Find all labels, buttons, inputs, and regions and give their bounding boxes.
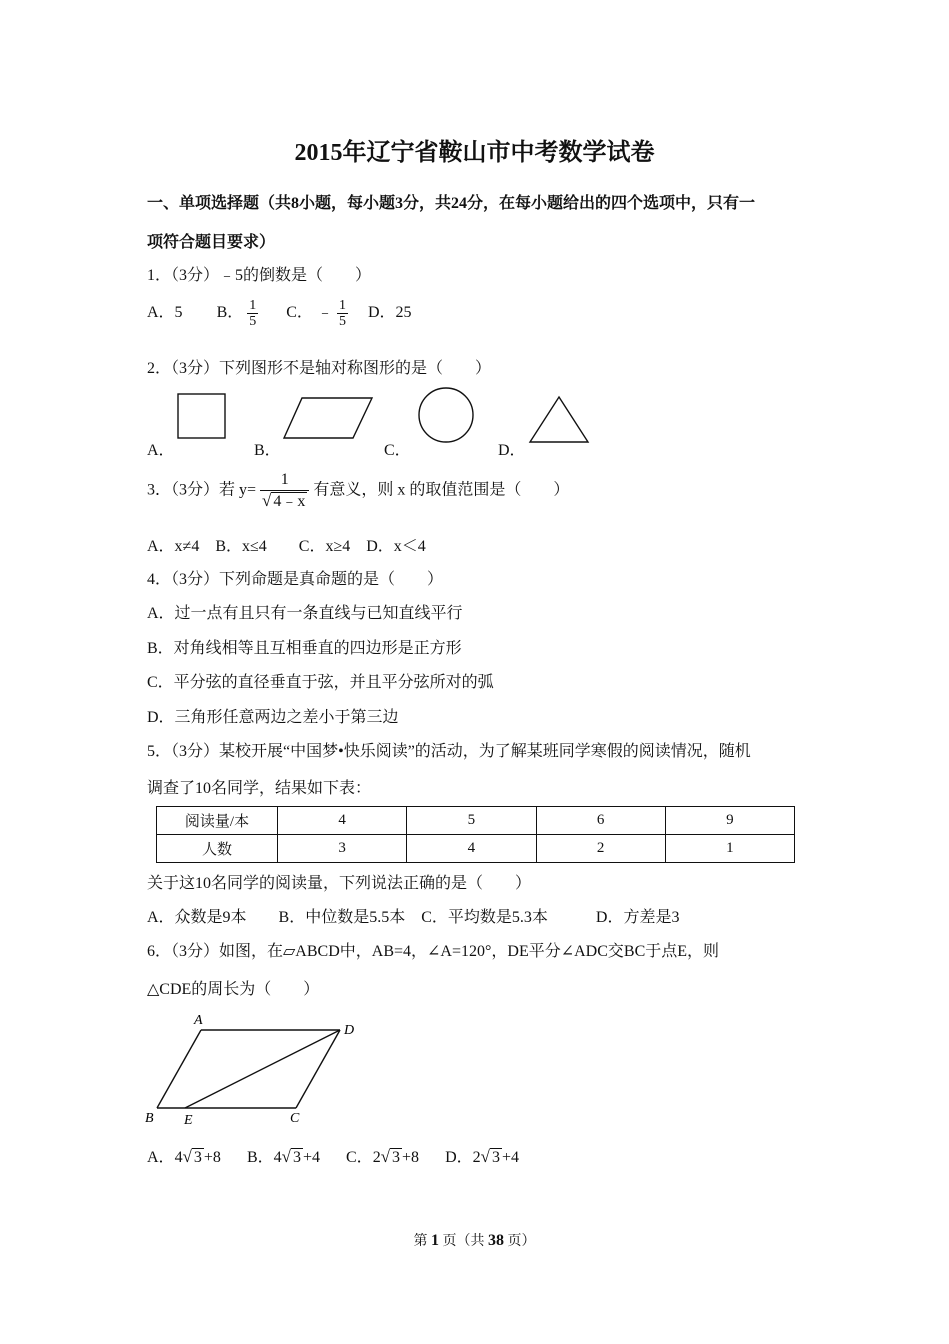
table-cell: 9 — [665, 807, 794, 835]
table-row — [157, 807, 795, 835]
q5-stem-line1: 5．（3分）某校开展“中国梦•快乐阅读”的活动，为了解某班同学寒假的阅读情况，随机 — [147, 743, 751, 760]
parallelogram-figure — [282, 396, 374, 440]
table-cell: 阅读量/本 — [157, 807, 278, 835]
q6-option-b: B．4√ 3 +4 — [246, 1147, 320, 1166]
table-row — [157, 835, 795, 863]
q2-option-d: D． — [498, 442, 526, 459]
q4-option-c: C．平分弦的直径垂直于弦，并且平分弦所对的弧 — [147, 674, 494, 691]
table-cell: 1 — [665, 835, 794, 863]
table-cell: 2 — [536, 835, 665, 863]
q4-option-a: A．过一点有且只有一条直线与已知直线平行 — [147, 605, 463, 622]
label-e: E — [184, 1113, 193, 1128]
page-number: 1 — [431, 1232, 439, 1249]
table-cell: 3 — [278, 835, 407, 863]
table-cell: 4 — [407, 835, 536, 863]
q1-options — [147, 298, 412, 329]
table-cell: 人数 — [157, 835, 278, 863]
label-b: B — [145, 1111, 154, 1126]
q1-option-b-label: B． — [216, 304, 244, 322]
q2-stem: 2．（3分）下列图形不是轴对称图形的是（ ） — [147, 360, 492, 377]
q2-option-b: B． — [254, 442, 281, 459]
page-footer: 第 1 页（共 38 页） — [413, 1232, 536, 1249]
q6-option-c: C．2√ 3 +8 — [346, 1147, 420, 1166]
parallelogram-abcd-diagram — [140, 1010, 370, 1130]
q2-option-c: C． — [384, 442, 411, 459]
q1-option-b-fraction: $\frac{1}{5}$ — [249, 298, 257, 329]
q6-options — [147, 1144, 519, 1167]
q4-option-b: B．对角线相等且互相垂直的四边形是正方形 — [147, 640, 462, 657]
triangle-figure — [528, 395, 590, 445]
side-ab — [157, 1030, 201, 1108]
q5-stem-line2: 调查了10名同学，结果如下表： — [147, 780, 372, 797]
reading-table — [156, 806, 795, 863]
q3-stem — [147, 470, 569, 512]
q1-stem: 1．（3分）﹣5的倒数是（ ） — [147, 267, 372, 284]
q6-stem-line2: △CDE的周长为（ ） — [147, 981, 320, 998]
table-cell: 6 — [536, 807, 665, 835]
label-d: D — [344, 1023, 355, 1038]
section-heading-line2: 项符合题目要求） — [147, 234, 276, 251]
q2-option-a: A． — [147, 442, 175, 459]
q6-option-a: A．4√ 3 +8 — [147, 1147, 221, 1166]
segment-de — [185, 1030, 340, 1108]
table-cell: 4 — [278, 807, 407, 835]
label-a: A — [194, 1013, 203, 1028]
square-figure — [176, 392, 228, 440]
q1-option-d: D．25 — [367, 304, 412, 322]
circle-figure — [417, 386, 475, 444]
section-heading-line1: 一、单项选择题（共8小题，每小题3分，共24分，在每小题给出的四个选项中，只有一 — [147, 195, 756, 212]
q4-option-d: D．三角形任意两边之差小于第三边 — [147, 709, 399, 726]
q3-prefix: 3．（3分）若 y= — [147, 481, 257, 499]
q6-stem-line1: 6．（3分）如图，在▱ABCD中，AB=4，∠A=120°，DE平分∠ADC交BC于点E，则 — [147, 943, 720, 960]
q4-stem: 4．（3分）下列命题是真命题的是（ ） — [147, 571, 444, 588]
q3-suffix: 有意义，则 x 的取值范围是（ ） — [313, 481, 570, 499]
q3-options: A．x≠4 B．x≤4 C．x≥4 D．x＜4 — [147, 538, 426, 555]
table-cell: 5 — [407, 807, 536, 835]
q5-options: A．众数是9本 B．中位数是5.5本 C．平均数是5.3本 D．方差是3 — [147, 909, 680, 926]
q5-after-table: 关于这10名同学的阅读量，下列说法正确的是（ ） — [147, 875, 532, 892]
q1-option-c-label: C． — [286, 304, 313, 322]
q1-option-c-sign: ﹣ — [316, 304, 333, 322]
q1-option-a: A．5 — [147, 304, 183, 322]
total-pages: 38 — [488, 1232, 504, 1249]
q6-option-d: D．2√ 3 +4 — [445, 1147, 519, 1166]
label-c: C — [290, 1111, 300, 1126]
q3-fraction: $\frac{1}{√ 4﹣x}$ — [260, 470, 309, 512]
page-title: 2015年辽宁省鞍山市中考数学试卷 — [294, 140, 655, 166]
q1-option-c-fraction: $\frac{1}{5}$ — [338, 298, 346, 329]
